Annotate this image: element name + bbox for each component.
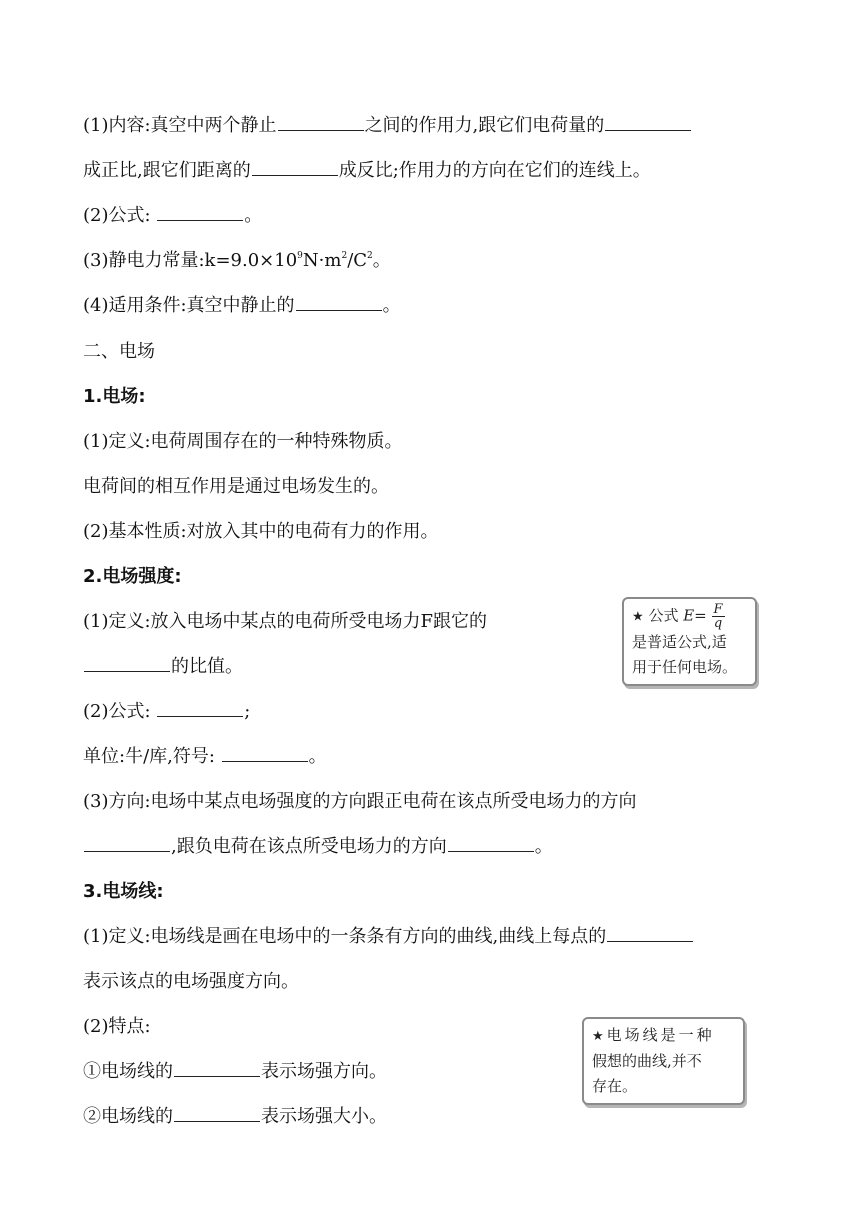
- exponent: 2: [341, 251, 348, 261]
- text: 成正比,跟它们距离的: [83, 160, 251, 181]
- side-note-formula: [622, 597, 757, 686]
- text: 表示场强方向。: [261, 1061, 387, 1082]
- text: 。: [372, 250, 391, 271]
- text: (1)定义:电场线是画在电场中的一条条有方向的曲线,曲线上每点的: [83, 926, 607, 947]
- fill-blank[interactable]: [252, 159, 338, 176]
- text: 。: [308, 746, 327, 767]
- strength-direction-line-2: [83, 835, 553, 859]
- field-lines-definition-line-2: 表示该点的电场强度方向。: [83, 971, 299, 992]
- coulomb-formula-line: [83, 204, 262, 228]
- text: 表示场强大小。: [261, 1106, 387, 1127]
- text: 公式: [648, 606, 684, 625]
- text: N·m: [302, 250, 342, 271]
- subheading-electric-field: 1.电场:: [83, 386, 146, 407]
- fill-blank[interactable]: [174, 1060, 260, 1077]
- text: 。: [382, 295, 401, 316]
- fill-blank[interactable]: [278, 114, 364, 131]
- field-lines-features-heading: (2)特点:: [83, 1016, 151, 1037]
- strength-unit-line: [83, 745, 327, 769]
- text: =: [694, 606, 707, 625]
- note-line: 用于任何电场。: [632, 658, 738, 676]
- fill-blank[interactable]: [448, 835, 534, 852]
- numerator: F: [713, 602, 723, 617]
- fill-blank[interactable]: [607, 925, 693, 942]
- text: 。: [244, 205, 263, 226]
- note-line: 是普适公式,适: [632, 633, 727, 651]
- text: 电场线是一种: [606, 1026, 715, 1044]
- field-lines-feature-2: [83, 1105, 387, 1129]
- text: (4)适用条件:真空中静止的: [83, 295, 295, 316]
- text: ;: [244, 701, 251, 722]
- field-lines-feature-1: [83, 1060, 387, 1084]
- text: ②电场线的: [83, 1106, 173, 1127]
- note-line: [632, 603, 747, 630]
- text: (3)静电力常量:k=9.0×10: [83, 250, 298, 271]
- side-note-field-lines: [582, 1017, 745, 1105]
- note-line: [592, 1023, 735, 1049]
- text: ①电场线的: [83, 1061, 173, 1082]
- fill-blank[interactable]: [605, 114, 691, 131]
- text: 的比值。: [171, 656, 243, 677]
- strength-formula-line: [83, 700, 250, 724]
- note-line: 假想的曲线,并不: [592, 1052, 702, 1070]
- fill-blank[interactable]: [174, 1105, 260, 1122]
- fill-blank[interactable]: [84, 835, 170, 852]
- fill-blank[interactable]: [222, 745, 308, 762]
- strength-definition-line-2: [83, 655, 243, 679]
- field-interaction-line: 电荷间的相互作用是通过电场发生的。: [83, 476, 389, 497]
- fill-blank[interactable]: [296, 294, 382, 311]
- electrostatic-constant-line: [83, 249, 391, 273]
- denominator: q: [713, 616, 723, 631]
- text: ,跟负电荷在该点所受电场力的方向: [171, 836, 447, 857]
- text: (2)公式:: [83, 701, 157, 722]
- formula-var: E: [683, 606, 695, 625]
- fraction: [712, 603, 725, 630]
- text: (1)内容:真空中两个静止: [83, 115, 277, 136]
- fill-blank[interactable]: [157, 204, 243, 221]
- field-definition-line: (1)定义:电荷周围存在的一种特殊物质。: [83, 431, 403, 452]
- star-icon: ★: [632, 609, 644, 625]
- exponent: 2: [367, 251, 373, 261]
- strength-direction-line-1: (3)方向:电场中某点电场强度的方向跟正电荷在该点所受电场力的方向: [83, 791, 637, 812]
- coulomb-content-line-2: [83, 159, 651, 183]
- text: 之间的作用力,跟它们电荷量的: [364, 115, 605, 136]
- fill-blank[interactable]: [157, 700, 243, 717]
- star-icon: ★: [592, 1029, 607, 1044]
- coulomb-content-line-1: [83, 114, 692, 138]
- field-lines-definition-line-1: [83, 925, 694, 949]
- field-property-line: (2)基本性质:对放入其中的电荷有力的作用。: [83, 521, 439, 542]
- subheading-field-strength: 2.电场强度:: [83, 566, 182, 587]
- text: (2)公式:: [83, 205, 157, 226]
- note-line: 存在。: [592, 1077, 638, 1095]
- applicable-condition-line: [83, 294, 401, 318]
- strength-definition-line-1: (1)定义:放入电场中某点的电荷所受电场力F跟它的: [83, 611, 488, 632]
- text: 。: [534, 836, 553, 857]
- text: 成反比;作用力的方向在它们的连线上。: [338, 160, 651, 181]
- text: /C: [347, 250, 368, 271]
- text: 单位:牛/库,符号:: [83, 746, 221, 767]
- subheading-field-lines: 3.电场线:: [83, 881, 164, 902]
- exponent: 9: [297, 251, 303, 261]
- section-heading-electric-field: 二、电场: [83, 341, 155, 362]
- fill-blank[interactable]: [84, 655, 170, 672]
